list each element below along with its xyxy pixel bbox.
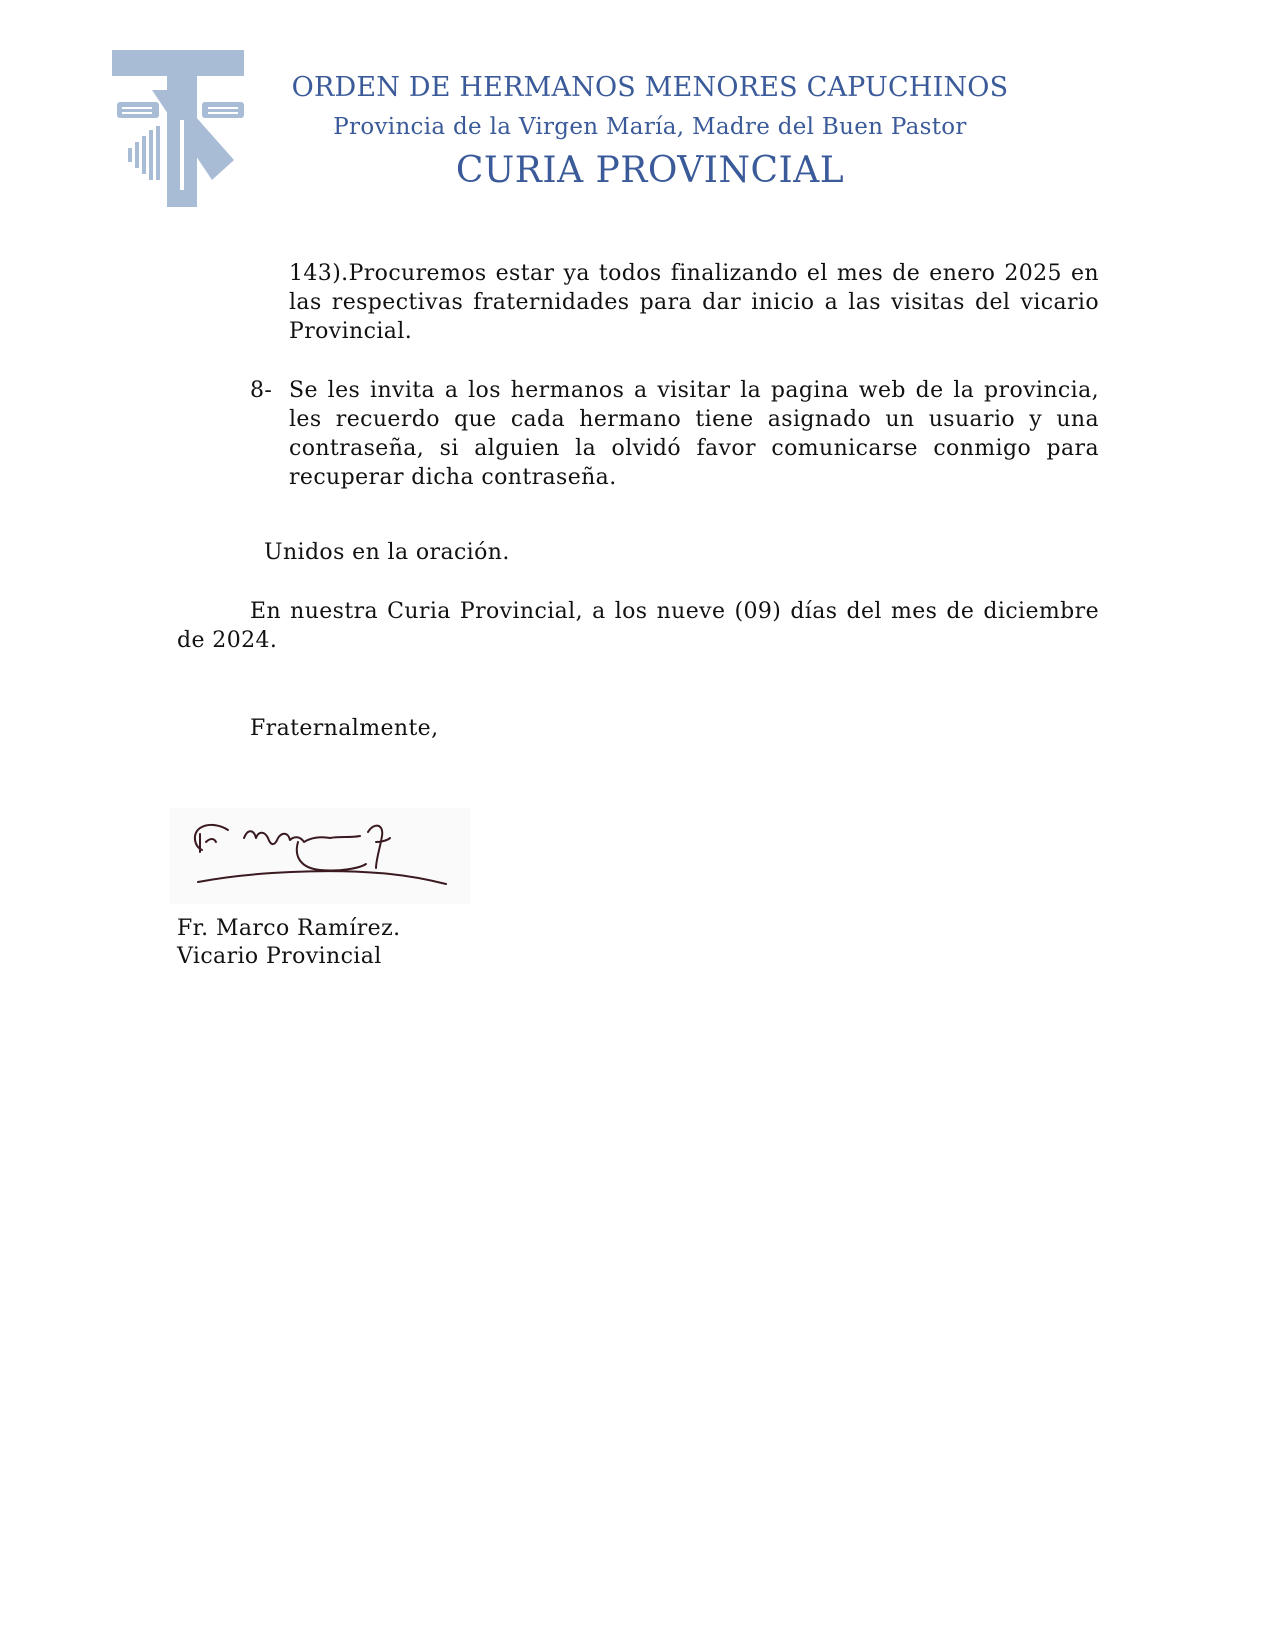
date-paragraph: En nuestra Curia Provincial, a los nueve (09) días del mes de diciembre de 2024. (177, 599, 1099, 653)
list-item-text: Se les invita a los hermanos a visitar la pagina web de la provincia, les recuerdo que cada hermano tiene asignado un usuario y una contraseña, si alguien la olvidó favor comunicarse conmigo para recuperar dicha contraseña. (289, 378, 1099, 490)
handwritten-signature-icon (170, 808, 470, 904)
order-name-heading: ORDEN DE HERMANOS MENORES CAPUCHINOS (291, 72, 1009, 103)
province-subheading: Provincia de la Virgen María, Madre del Buen Pastor (333, 114, 967, 140)
signer-name: Fr. Marco Ramírez. (177, 916, 401, 941)
capuchin-tau-cross-logo-icon (112, 50, 252, 210)
list-item-number: 8- (250, 378, 273, 403)
curia-heading: CURIA PROVINCIAL (455, 150, 845, 191)
closing-prayer: Unidos en la oración. (264, 540, 510, 565)
farewell-line: Fraternalmente, (250, 716, 439, 741)
continued-paragraph: 143).Procuremos estar ya todos finalizando el mes de enero 2025 en las respectivas fraternidades para dar inicio a las visitas del vicario Provincial. (289, 261, 1099, 344)
signer-role: Vicario Provincial (177, 944, 382, 969)
